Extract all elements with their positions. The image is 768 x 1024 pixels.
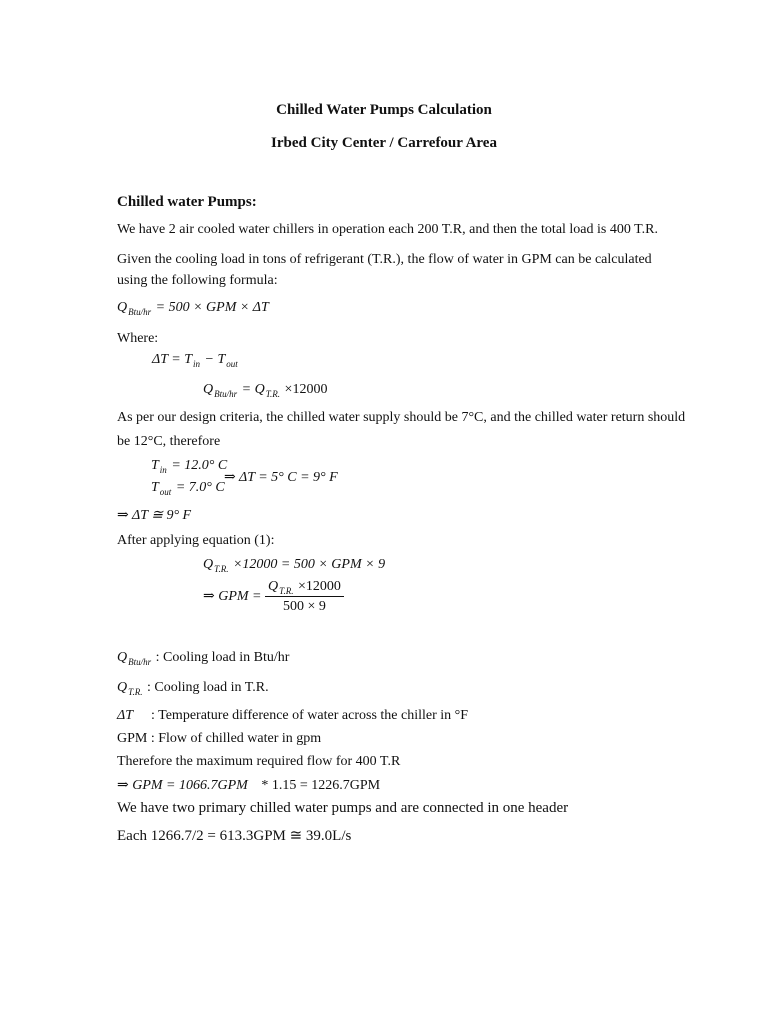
eq3-mid: = Q <box>238 382 265 397</box>
paragraph-design-2: be 12°C, therefore <box>117 434 221 449</box>
eq3-btu-sub: Btu/hr <box>214 389 238 399</box>
fraction-denominator: 500 × 9 <box>283 599 326 614</box>
def-btu-sub: Btu/hr <box>128 657 152 667</box>
where-label: Where: <box>117 331 159 346</box>
tin-t: T <box>151 458 159 473</box>
equation-delta-t <box>152 352 239 368</box>
paragraph-formula-intro-2: using the following formula: <box>117 273 278 288</box>
fraction-numerator <box>265 579 344 597</box>
eq3-tail: ×12000 <box>281 382 328 397</box>
eq2-out-sub: out <box>226 359 238 369</box>
tout-t: T <box>151 480 159 495</box>
frac-num-tail: ×12000 <box>294 579 341 594</box>
definition-q-btu <box>117 650 289 666</box>
definition-gpm: GPM : Flow of chilled water in gpm <box>117 731 322 746</box>
paragraph-formula-intro-1: Given the cooling load in tons of refrigerant (T.R.), the flow of water in GPM can be calculated <box>117 252 652 267</box>
equation-1 <box>117 300 269 316</box>
gpm-lhs: ⇒ GPM = <box>203 589 266 605</box>
equation-q-conversion <box>203 382 327 398</box>
each-pump-flow: Each 1266.7/2 = 613.3GPM ≅ 39.0L/s <box>117 828 352 844</box>
def-delta: ΔT <box>117 708 134 723</box>
applied-tr-sub: T.R. <box>214 564 229 574</box>
gpm-calc-b: * 1.15 = 1226.7GPM <box>261 778 381 793</box>
paragraph-design-1: As per our design criteria, the chilled water supply should be 7°C, and the chilled water return should <box>117 410 686 425</box>
eq2-delta: ΔT <box>152 352 168 367</box>
def-delta-text: : Temperature difference of water across the chiller in °F <box>151 708 469 723</box>
paragraph-chillers: We have 2 air cooled water chillers in operation each 200 T.R, and then the total load is 400 T.R. <box>117 222 658 237</box>
gpm-calculation <box>117 777 380 794</box>
document-title: Chilled Water Pumps Calculation <box>276 102 492 118</box>
frac-tr-sub: T.R. <box>279 586 294 596</box>
tin-sub: in <box>159 465 167 475</box>
gpm-calc-a: ⇒ GPM = 1066.7GPM <box>117 778 248 793</box>
def-q: Q <box>117 650 128 665</box>
two-pumps-text: We have two primary chilled water pumps and are connected in one header <box>117 800 569 816</box>
equation-delta-t-approx: ⇒ ΔT ≅ 9° F <box>117 508 192 523</box>
applied-tail: ×12000 = 500 × GPM × 9 <box>229 557 386 572</box>
def-q2: Q <box>117 680 128 695</box>
frac-q: Q <box>268 579 279 594</box>
document-subtitle: Irbed City Center / Carrefour Area <box>271 135 497 151</box>
eq2-minus-t: − T <box>201 352 226 367</box>
def-q-tr-text: : Cooling load in T.R. <box>143 680 269 695</box>
after-applying-label: After applying equation (1): <box>117 533 275 548</box>
def-q-btu-text: : Cooling load in Btu/hr <box>152 650 290 665</box>
eq3-tr-sub: T.R. <box>265 389 281 399</box>
applied-q: Q <box>203 557 214 572</box>
eq1-btu-sub: Btu/hr <box>128 307 152 317</box>
equation-t-out <box>151 480 225 496</box>
equation-applied <box>203 557 385 573</box>
eq1-q: Q <box>117 300 128 315</box>
max-flow-text: Therefore the maximum required flow for 400 T.R <box>117 754 401 769</box>
definition-delta-t <box>117 708 468 724</box>
section-heading: Chilled water Pumps: <box>117 194 257 210</box>
tin-val: = 12.0° C <box>167 458 228 473</box>
equation-delta-t-value: ⇒ ΔT = 5° C = 9° F <box>224 470 338 485</box>
fraction <box>265 579 344 615</box>
tout-sub: out <box>159 487 172 497</box>
eq3-q: Q <box>203 382 214 397</box>
tout-val: = 7.0° C <box>172 480 225 495</box>
equation-t-in <box>151 458 227 474</box>
eq1-rest: = 500 × GPM × ΔT <box>152 300 269 315</box>
eq2-eq-t: = T <box>167 352 192 367</box>
def-tr-sub: T.R. <box>128 687 143 697</box>
equation-gpm-fraction <box>203 579 344 615</box>
definition-q-tr <box>117 680 269 696</box>
eq2-in-sub: in <box>192 359 200 369</box>
